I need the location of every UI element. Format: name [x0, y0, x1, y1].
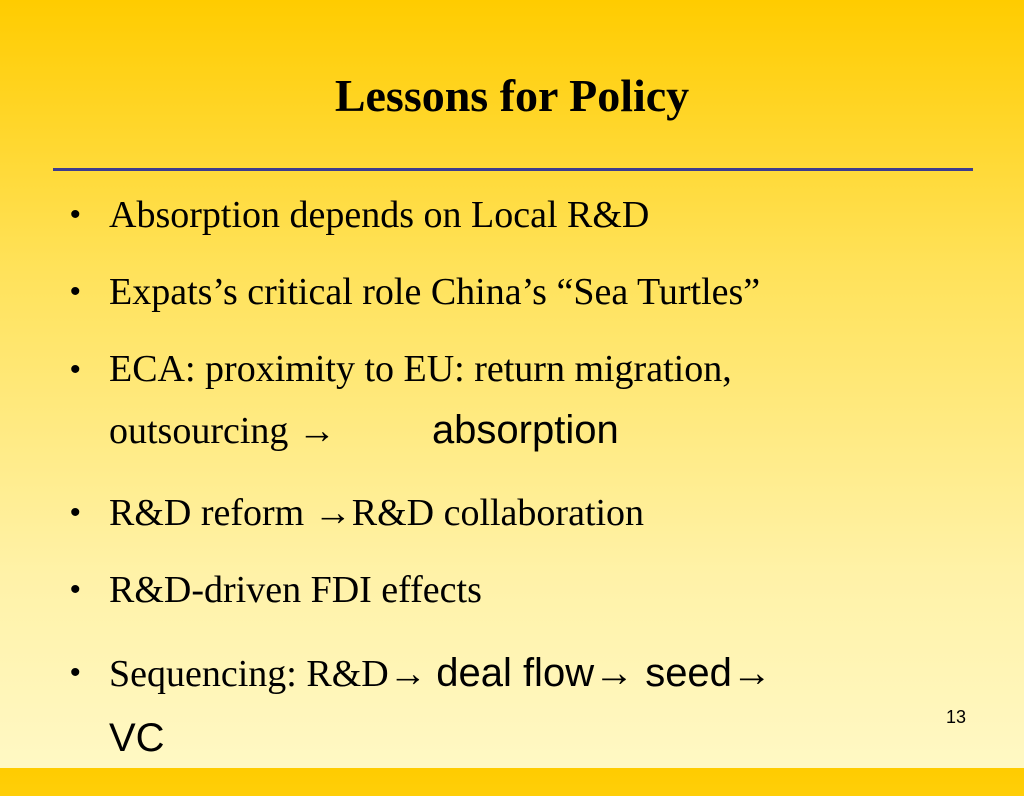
bullet-list — [70, 189, 970, 796]
bullet-item — [70, 564, 970, 616]
bullet-text-line1: ECA: proximity to EU: return migration, — [109, 348, 732, 390]
bullet-text: R&D-driven FDI effects — [109, 569, 482, 611]
bullet-text: Absorption depends on Local R&D — [109, 194, 650, 236]
bullet-text: Expats’s critical role China’s “Sea Turtles” — [109, 271, 761, 313]
bullet-text: Sequencing: R&D→ — [109, 653, 437, 695]
bullet-marker: • — [70, 198, 81, 231]
bullet-emphasis: deal flow→ seed→ — [436, 651, 772, 695]
bullet-text: R&D reform →R&D collaboration — [109, 492, 645, 534]
bullet-marker: • — [70, 496, 81, 529]
bullet-emphasis-line2: VC — [109, 716, 165, 760]
bullet-marker: • — [70, 353, 81, 386]
bullet-text-line2: outsourcing → — [109, 410, 336, 452]
bullet-item — [70, 487, 970, 539]
bullet-marker: • — [70, 573, 81, 606]
bullet-item — [70, 189, 970, 241]
bullet-item — [70, 266, 970, 318]
bullet-marker: • — [70, 275, 81, 308]
bullet-item — [70, 641, 970, 771]
bullet-marker: • — [70, 656, 81, 689]
bullet-item — [70, 339, 970, 462]
slide-title: Lessons for Policy — [334, 70, 690, 121]
title-divider — [53, 168, 973, 171]
bullet-emphasis: absorption — [431, 408, 619, 452]
slide-number: 13 — [945, 707, 967, 727]
